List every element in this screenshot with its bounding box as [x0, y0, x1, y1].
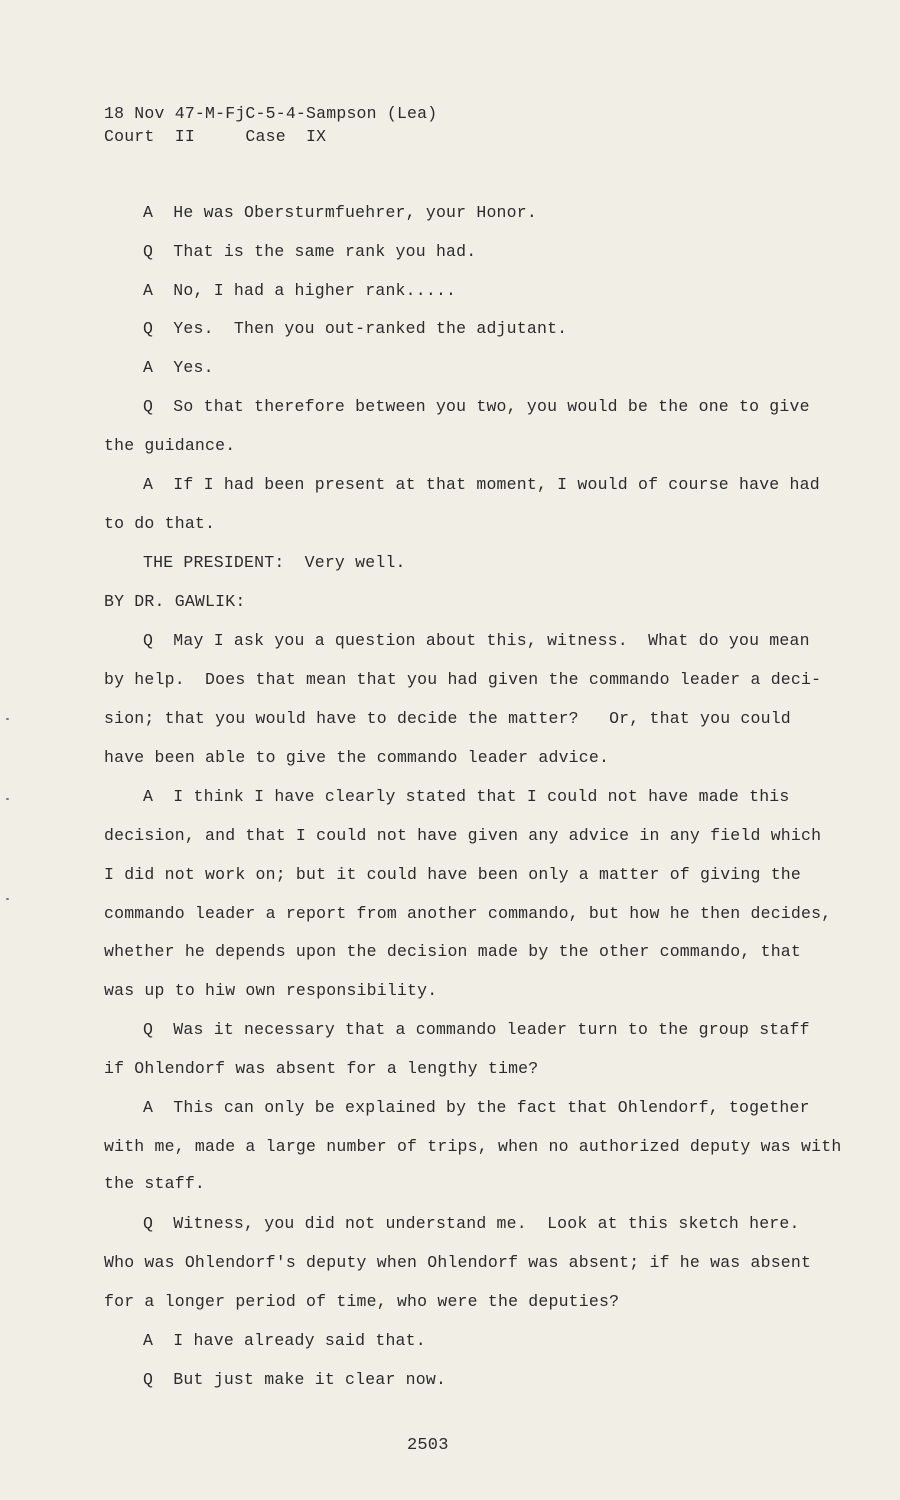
scan-mark [6, 898, 9, 900]
transcript-line: if Ohlendorf was absent for a lengthy time? [104, 1059, 539, 1078]
transcript-line: sion; that you would have to decide the matter? Or, that you could [104, 709, 791, 728]
transcript-line: A No, I had a higher rank..... [143, 281, 457, 300]
transcript-line: Q May I ask you a question about this, witness. What do you mean [143, 631, 810, 650]
speaker-line: THE PRESIDENT: Very well. [143, 553, 406, 572]
transcript-line: for a longer period of time, who were the deputies? [104, 1292, 620, 1311]
transcript-line: decision, and that I could not have given any advice in any field which [104, 826, 822, 845]
transcript-line: was up to hiw own responsibility. [104, 981, 438, 1000]
transcript-line: by help. Does that mean that you had given the commando leader a deci- [104, 670, 822, 689]
transcript-line: A He was Obersturmfuehrer, your Honor. [143, 203, 537, 222]
transcript-line: Who was Ohlendorf's deputy when Ohlendorf was absent; if he was absent [104, 1253, 812, 1272]
transcript-line: I did not work on; but it could have been only a matter of giving the [104, 865, 802, 884]
page-number: 2503 [407, 1436, 449, 1455]
transcript-line: with me, made a large number of trips, when no authorized deputy was with [104, 1137, 842, 1156]
transcript-line: Q So that therefore between you two, you would be the one to give [143, 397, 810, 416]
transcript-line: have been able to give the commando leader advice. [104, 748, 610, 767]
examiner-heading: BY DR. GAWLIK: [104, 592, 246, 611]
transcript-line: Q Witness, you did not understand me. Look at this sketch here. [143, 1214, 800, 1233]
transcript-line: the staff. [104, 1174, 206, 1193]
transcript-line: A If I had been present at that moment, I would of course have had [143, 475, 820, 494]
transcript-line: whether he depends upon the decision made by the other commando, that [104, 942, 802, 961]
transcript-line: Q But just make it clear now. [143, 1370, 447, 1389]
scan-mark [6, 718, 9, 720]
transcript-line: Q Was it necessary that a commando leader turn to the group staff [143, 1020, 810, 1039]
scan-mark [6, 798, 9, 800]
transcript-line: A Yes. [143, 358, 214, 377]
transcript-line: Q That is the same rank you had. [143, 242, 477, 261]
header-line-1: 18 Nov 47-M-FjC-5-4-Sampson (Lea) [104, 104, 438, 123]
transcript-line: A I have already said that. [143, 1331, 426, 1350]
transcript-line: the guidance. [104, 436, 236, 455]
header-line-2: Court II Case IX [104, 127, 327, 146]
transcript-line: A I think I have clearly stated that I could not have made this [143, 787, 790, 806]
transcript-line: to do that. [104, 514, 216, 533]
transcript-line: commando leader a report from another commando, but how he then decides, [104, 904, 832, 923]
transcript-line: A This can only be explained by the fact that Ohlendorf, together [143, 1098, 810, 1117]
transcript-line: Q Yes. Then you out-ranked the adjutant. [143, 319, 568, 338]
